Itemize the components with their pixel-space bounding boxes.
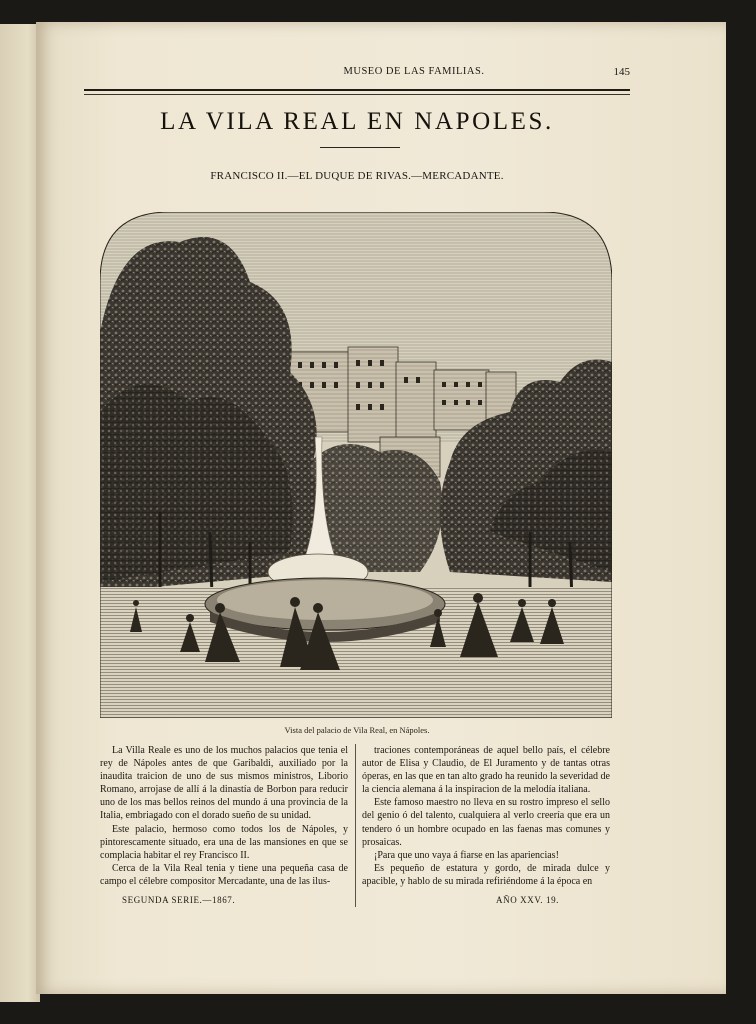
paragraph: La Villa Reale es uno de los muchos palacios que tenia el rey de Nápoles antes de que Garibaldi, auxiliado por la inaudita traicion de uno de sus mismos ministros, Liborio Romano, arrojase de allí á la dinastía de Borbon para reducir uno de los mas bellos reinos del mundo á una provincia de la Italia, embriagado con el dorado sueño de su unidad.	[100, 745, 348, 822]
running-head	[84, 66, 630, 82]
text-column-left	[100, 744, 348, 888]
text-column-right	[362, 744, 610, 888]
column-divider	[355, 744, 356, 907]
paragraph: Este palacio, hermoso como todos los de Nápoles, y pintorescamente situado, era una de las mansiones en que se complacia habitar el rey Francisco II.	[100, 823, 348, 861]
facing-page-edge	[0, 24, 40, 1002]
paragraph: traciones contemporáneas de aquel bello país, el célebre autor de Elisa y Claudio, de El Juramento y de tantas otras óperas, en las que en tan alto grado ha reunido la severidad de la ciencia alemana á la inspiracion de la melodía italiana.	[362, 745, 610, 796]
header-rule-thin	[84, 94, 630, 95]
illustration-caption: Vista del palacio de Vila Real, en Nápoles.	[284, 725, 430, 735]
paragraph: ¡Para que uno vaya á fiarse en las apariencias!	[374, 849, 559, 861]
series-label: SEGUNDA SERIE.—1867.	[122, 895, 236, 905]
year-label: AÑO XXV. 19.	[496, 895, 560, 905]
article-title: LA VILA REAL EN NAPOLES.	[160, 108, 554, 135]
engraving-illustration	[100, 212, 612, 718]
page-footer	[100, 895, 620, 909]
paragraph: Es pequeño de estatura y gordo, de mirada dulce y apacible, y hablo de su mirada refiriéndome á la época en	[362, 862, 610, 887]
page-number: 145	[613, 66, 630, 78]
header-rule-thick	[84, 89, 630, 91]
title-rule	[320, 147, 400, 148]
paragraph: Este famoso maestro no lleva en su rostro impreso el sello del genio ó del talento, cualquiera al verlo creería que era un tendero ó un hombre ocupado en las faenas mas comunes y prosaicas.	[362, 797, 610, 848]
journal-name: MUSEO DE LAS FAMILIAS.	[343, 66, 485, 77]
article-subtitle: FRANCISCO II.—EL DUQUE DE RIVAS.—MERCADANTE.	[210, 170, 504, 182]
paragraph: Cerca de la Vila Real tenia y tiene una pequeña casa de campo el célebre compositor Mercadante, una de las ilus-	[100, 862, 348, 887]
